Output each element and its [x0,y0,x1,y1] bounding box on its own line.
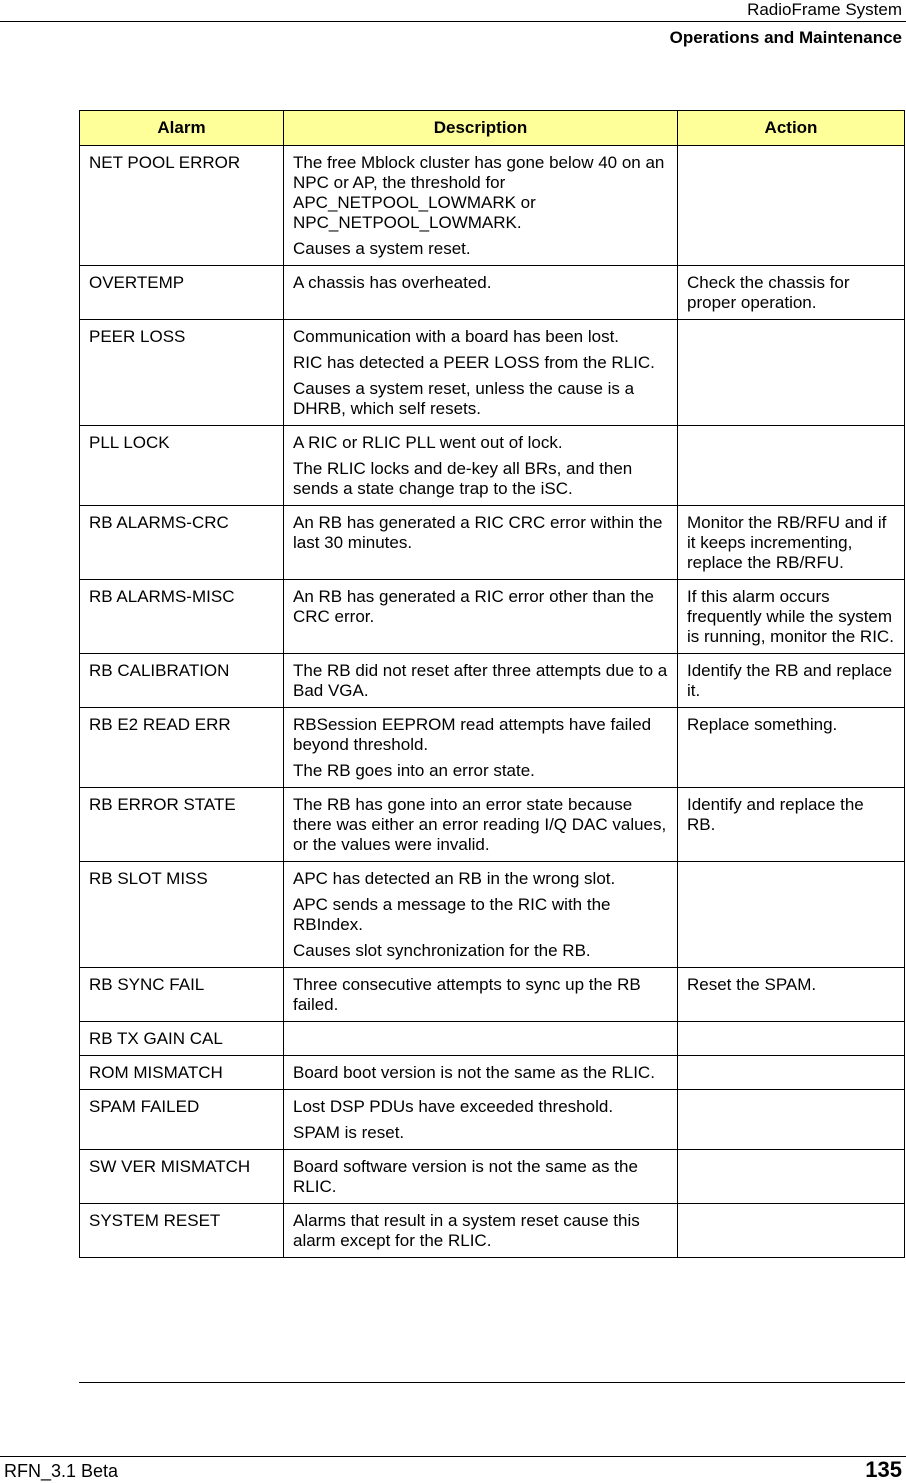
alarm-name-cell: NET POOL ERROR [80,146,284,266]
alarm-name-cell: RB ERROR STATE [80,788,284,862]
alarm-name-cell: RB ALARMS-MISC [80,580,284,654]
description-paragraph: The RLIC locks and de-key all BRs, and then sends a state change trap to the iSC. [293,459,633,498]
column-header-description: Description [284,111,678,146]
description-paragraph: RBSession EEPROM read attempts have failed beyond threshold. [293,715,652,754]
alarm-name-cell: SPAM FAILED [80,1090,284,1150]
header-divider [0,21,906,22]
footer-divider [0,1456,906,1457]
column-header-action: Action [678,111,905,146]
description-paragraph: RIC has detected a PEER LOSS from the RLIC. [293,353,655,372]
table-row [80,862,905,968]
alarm-name-cell: RB SLOT MISS [80,862,284,968]
description-paragraph: SPAM is reset. [293,1123,405,1142]
table-row [80,968,905,1022]
description-paragraph: APC sends a message to the RIC with the RBIndex. [293,895,611,934]
table-row [80,1056,905,1090]
action-cell [678,1150,905,1204]
description-cell [284,506,678,580]
table-row [80,426,905,506]
table-row [80,266,905,320]
action-cell [678,146,905,266]
description-paragraph: The RB goes into an error state. [293,761,535,780]
description-paragraph: An RB has generated a RIC error other than the CRC error. [293,587,654,626]
action-cell [678,1056,905,1090]
action-paragraph: Replace something. [687,715,838,734]
alarm-name-cell: ROM MISMATCH [80,1056,284,1090]
description-cell [284,862,678,968]
action-cell [678,1090,905,1150]
action-paragraph: Check the chassis for proper operation. [687,273,850,312]
description-cell [284,1150,678,1204]
description-paragraph: Three consecutive attempts to sync up the RB failed. [293,975,641,1014]
alarm-name-cell: PLL LOCK [80,426,284,506]
description-paragraph: Lost DSP PDUs have exceeded threshold. [293,1097,614,1116]
action-paragraph: Identify the RB and replace it. [687,661,893,700]
action-cell [678,320,905,426]
action-cell [678,580,905,654]
description-cell [284,426,678,506]
document-version: RFN_3.1 Beta [4,1461,119,1481]
action-paragraph: Identify and replace the RB. [687,795,864,834]
page-number: 135 [865,1457,902,1482]
action-cell [678,968,905,1022]
description-paragraph: The RB has gone into an error state because there was either an error reading I/Q DAC values, or the values were invalid. [293,795,667,854]
alarm-name-cell: RB SYNC FAIL [80,968,284,1022]
description-cell [284,266,678,320]
description-cell [284,788,678,862]
table-row [80,146,905,266]
description-cell [284,1204,678,1258]
description-paragraph: A chassis has overheated. [293,273,492,292]
description-cell [284,968,678,1022]
action-cell [678,654,905,708]
description-paragraph: Alarms that result in a system reset cause this alarm except for the RLIC. [293,1211,640,1250]
description-paragraph: An RB has generated a RIC CRC error within the last 30 minutes. [293,513,663,552]
alarm-name-cell: OVERTEMP [80,266,284,320]
table-row [80,654,905,708]
description-cell [284,580,678,654]
alarm-name-cell: PEER LOSS [80,320,284,426]
alarm-table-container [79,110,905,1383]
description-paragraph: Communication with a board has been lost. [293,327,620,346]
table-row [80,580,905,654]
description-cell [284,654,678,708]
table-row [80,1150,905,1204]
action-paragraph: If this alarm occurs frequently while the system is running, monitor the RIC. [687,587,894,646]
alarm-name-cell: RB E2 READ ERR [80,708,284,788]
description-paragraph: The free Mblock cluster has gone below 40 on an NPC or AP, the threshold for APC_NETPOOL_LOWMARK or NPC_NETPOOL_LOWMARK. [293,153,665,232]
table-row [80,1022,905,1056]
table-row [80,506,905,580]
table-row [80,708,905,788]
action-cell [678,788,905,862]
description-paragraph: Causes a system reset. [293,239,471,258]
alarm-table [79,110,905,1258]
header-subtitle: Operations and Maintenance [669,28,902,47]
action-cell [678,862,905,968]
table-row [80,320,905,426]
table-row [80,1090,905,1150]
description-cell [284,1056,678,1090]
description-paragraph: Board software version is not the same as the RLIC. [293,1157,638,1196]
alarm-name-cell: RB CALIBRATION [80,654,284,708]
action-paragraph: Reset the SPAM. [687,975,817,994]
action-cell [678,426,905,506]
description-cell [284,146,678,266]
description-cell [284,320,678,426]
alarm-name-cell: SYSTEM RESET [80,1204,284,1258]
table-header-row [80,111,905,146]
table-row [80,788,905,862]
column-header-alarm: Alarm [80,111,284,146]
description-cell [284,708,678,788]
description-paragraph: Causes a system reset, unless the cause is a DHRB, which self resets. [293,379,635,418]
action-cell [678,708,905,788]
description-paragraph: APC has detected an RB in the wrong slot. [293,869,616,888]
description-paragraph: The RB did not reset after three attempts due to a Bad VGA. [293,661,668,700]
alarm-name-cell: RB TX GAIN CAL [80,1022,284,1056]
alarm-name-cell: RB ALARMS-CRC [80,506,284,580]
description-paragraph: A RIC or RLIC PLL went out of lock. [293,433,563,452]
alarm-name-cell: SW VER MISMATCH [80,1150,284,1204]
description-cell [284,1090,678,1150]
action-cell [678,1022,905,1056]
header-title: RadioFrame System [747,0,902,19]
action-cell [678,1204,905,1258]
alarm-table-body [80,146,905,1258]
description-paragraph: Causes slot synchronization for the RB. [293,941,591,960]
action-paragraph: Monitor the RB/RFU and if it keeps incrementing, replace the RB/RFU. [687,513,887,572]
table-row [80,1204,905,1258]
action-cell [678,266,905,320]
description-paragraph: Board boot version is not the same as the RLIC. [293,1063,655,1082]
action-cell [678,506,905,580]
description-cell [284,1022,678,1056]
